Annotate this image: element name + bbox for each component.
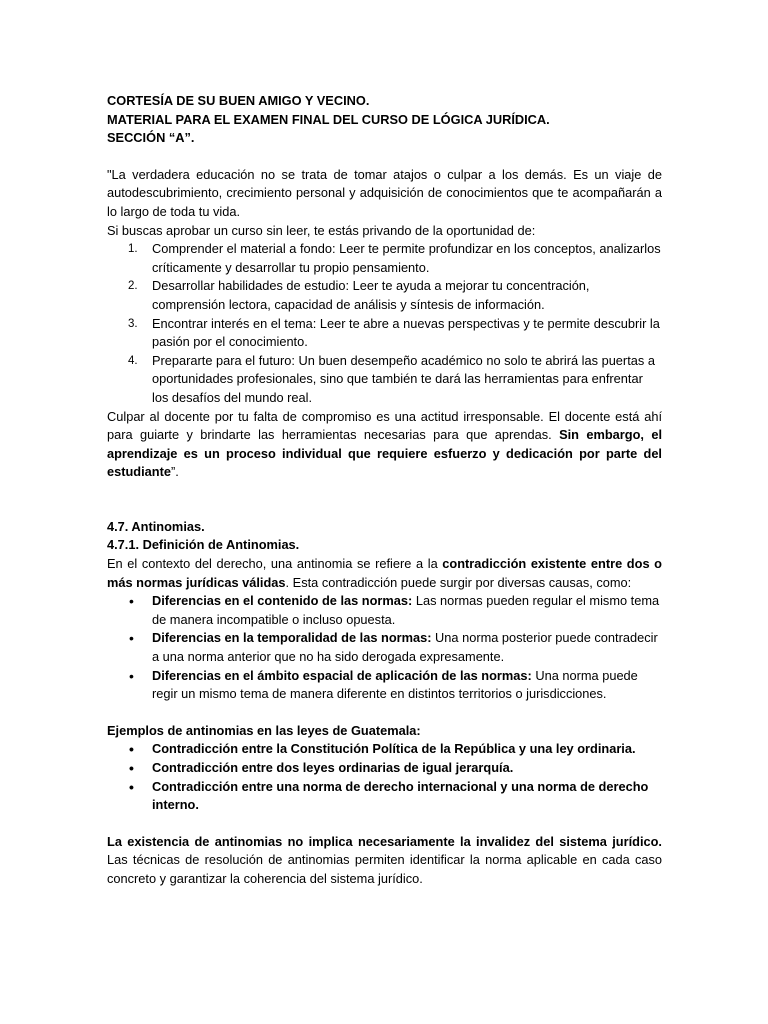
spacer [107, 704, 662, 722]
list-item [107, 740, 662, 759]
list-item-text: Desarrollar habilidades de estudio: Leer te ayuda a mejorar tu concentración, comprensión lectora, capacidad de análisis y síntesis de información. [152, 278, 590, 312]
list-item-text: Encontrar interés en el tema: Leer te abre a nuevas perspectivas y te permite descubrir la pasión por el conocimiento. [152, 315, 660, 350]
example-text: Contradicción entre la Constitución Política de la República y una ley ordinaria. [152, 741, 636, 757]
intro-closing [107, 408, 662, 482]
bullet-icon: • [129, 741, 134, 758]
cause-label: Diferencias en el contenido de las normas: [152, 593, 413, 609]
bullet-icon: • [129, 760, 134, 776]
cause-label: Diferencias en el ámbito espacial de aplicación de las normas: [152, 667, 532, 683]
list-item [107, 667, 662, 704]
reasons-list [107, 240, 662, 407]
list-number: 4. [128, 354, 138, 367]
list-item [107, 277, 662, 314]
definition-text: En el contexto del derecho, una antinomia se refiere a la [107, 556, 443, 572]
examples-title: Ejemplos de antinomias en las leyes de Guatemala: [107, 722, 421, 738]
bullet-icon: • [129, 593, 134, 610]
list-number: 1. [128, 243, 138, 256]
list-item [107, 315, 662, 352]
intro-lead: Si buscas aprobar un curso sin leer, te estás privando de la oportunidad de: [107, 222, 536, 238]
spacer [107, 815, 662, 833]
cause-text: Las normas pueden regular el mismo tema de manera incompatible o incluso opuesta. [152, 593, 660, 627]
closing-emphasis: Sin embargo, el aprendizaje es un proceso individual que requiere esfuerzo y dedicación por parte del estudiante [107, 427, 662, 480]
list-item [107, 778, 662, 815]
cause-text: Una norma puede regir un mismo tema de manera diferente en distintos territorios o jurisdicciones. [152, 667, 638, 702]
cause-text: Una norma posterior puede contradecir a una norma anterior que no ha sido derogada expresamente. [152, 630, 658, 665]
causes-list [107, 592, 662, 704]
list-item-text: Prepararte para el futuro: Un buen desempeño académico no solo te abrirá las puertas a oportunidades profesionales, sino que también te dará las herramientas para enfrentar los desafíos del mundo real. [152, 352, 655, 405]
definition-emphasis: contradicción existente entre dos o más normas jurídicas válidas [107, 556, 662, 590]
conclusion-paragraph [107, 833, 662, 889]
spacer [107, 482, 662, 518]
list-item [107, 629, 662, 666]
list-item [107, 759, 662, 778]
section-title: 4.7. Antinomias. [107, 518, 205, 534]
bullet-icon: • [129, 778, 134, 795]
list-item [107, 592, 662, 629]
intro-quote: "La verdadera educación no se trata de tomar atajos o culpar a los demás. Es un viaje de autodescubrimiento, crecimiento personal y adquisición de conocimientos que te acompañarán a lo largo de toda tu vida. [107, 166, 662, 219]
example-text: Contradicción entre una norma de derecho internacional y una norma de derecho interno. [152, 778, 649, 813]
list-item [107, 240, 662, 277]
closing-end: ”. [171, 464, 179, 480]
section-subtitle: 4.7.1. Definición de Antinomias. [107, 537, 300, 553]
bullet-icon: • [129, 630, 134, 647]
header-line-3: SECCIÓN “A”. [107, 130, 195, 146]
conclusion-emphasis: La existencia de antinomias no implica necesariamente la invalidez del sistema jurídico. [107, 833, 662, 849]
example-text: Contradicción entre dos leyes ordinarias de igual jerarquía. [152, 760, 514, 775]
bullet-icon: • [129, 667, 134, 684]
header-line-1: CORTESÍA DE SU BUEN AMIGO Y VECINO. [107, 93, 370, 108]
list-item-text: Comprender el material a fondo: Leer te permite profundizar en los conceptos, analizarlos críticamente y desarrollar tu propio pensamiento. [152, 241, 661, 275]
document-body [107, 92, 662, 889]
cause-label: Diferencias en la temporalidad de las normas: [152, 630, 432, 646]
list-number: 3. [128, 317, 138, 330]
header-line-2: MATERIAL PARA EL EXAMEN FINAL DEL CURSO DE LÓGICA JURÍDICA. [107, 111, 550, 127]
examples-list [107, 740, 662, 814]
document-header [107, 92, 662, 148]
spacer [107, 148, 662, 166]
list-item [107, 352, 662, 408]
definition-paragraph [107, 555, 662, 592]
definition-text-end: . Esta contradicción puede surgir por diversas causas, como: [285, 574, 632, 590]
closing-text: Culpar al docente por tu falta de compromiso es una actitud irresponsable. El docente está ahí para guiarte y brindarte las herramientas necesarias para que aprendas. [107, 408, 662, 443]
conclusion-text: Las técnicas de resolución de antinomias permiten identificar la norma aplicable en cada caso concreto y garantizar la coherencia del sistema jurídico. [107, 852, 662, 886]
list-number: 2. [128, 280, 138, 293]
